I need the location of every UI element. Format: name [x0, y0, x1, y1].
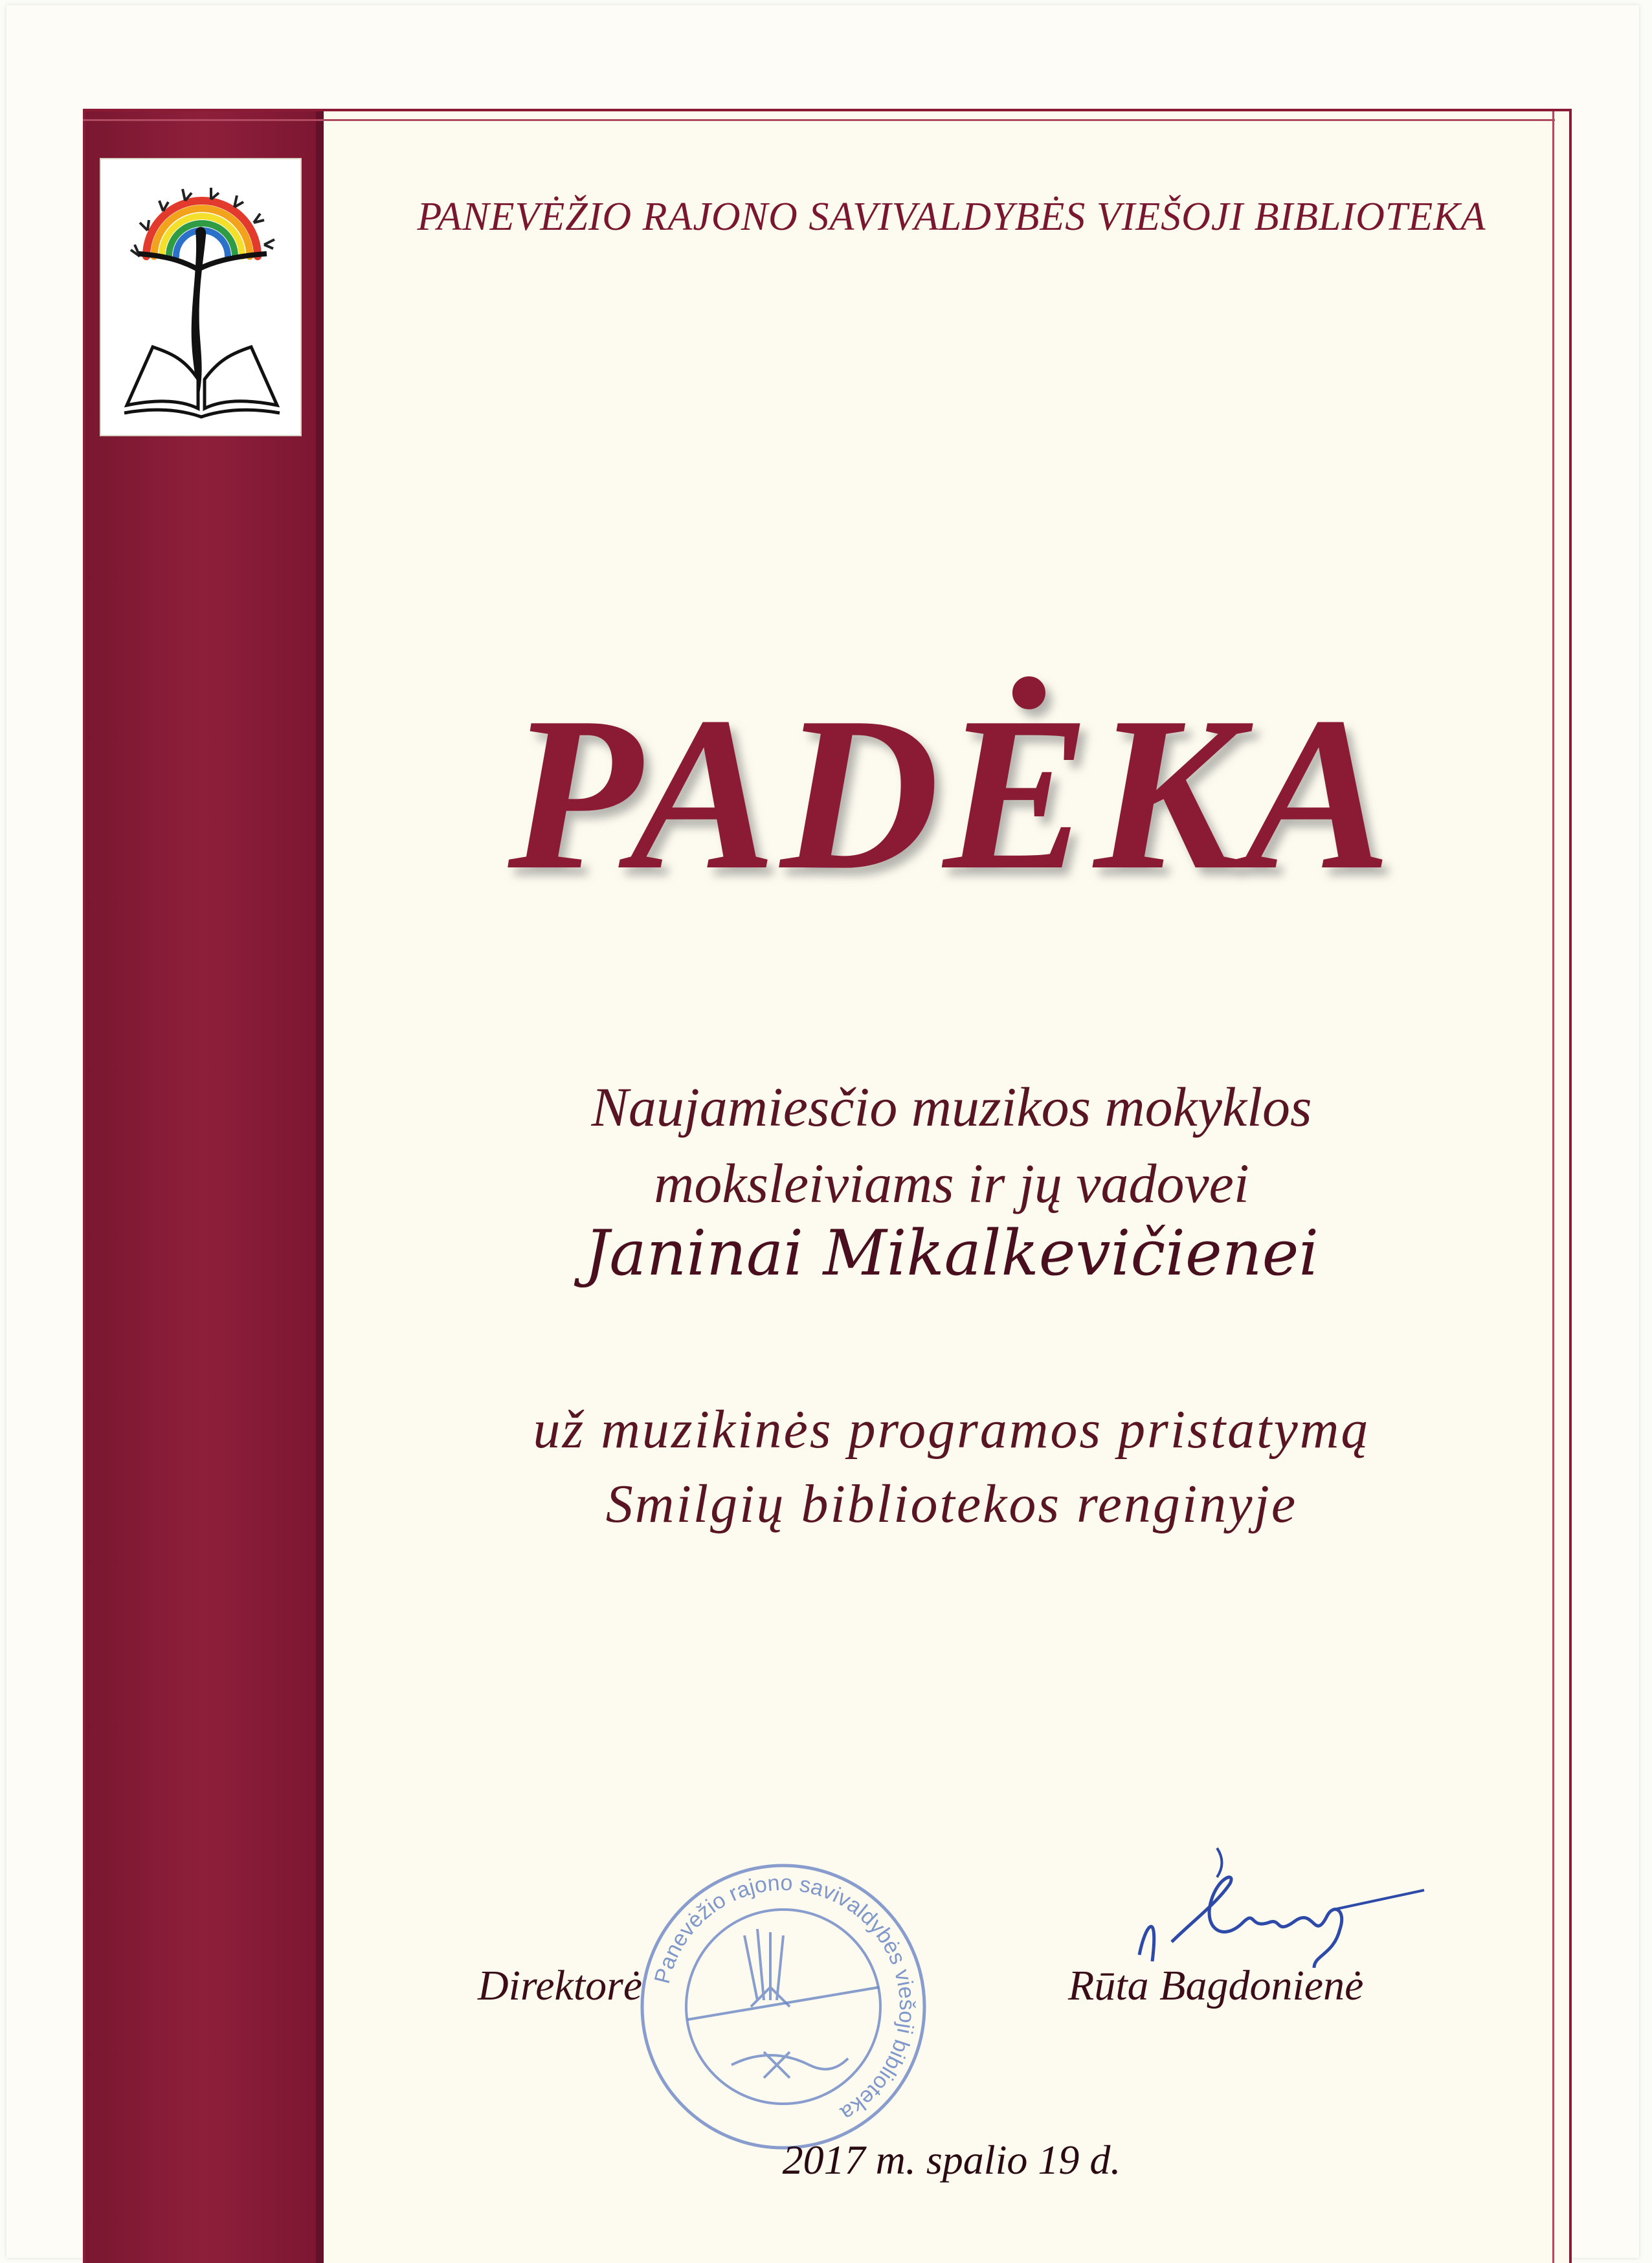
- certificate-date: 2017 m. spalio 19 d.: [782, 2137, 1121, 2183]
- band-edge: [316, 111, 324, 2263]
- signer-position: Direktorė: [478, 1962, 643, 2009]
- recipient-line-1: Naujamiesčio muzikos mokyklos: [591, 1076, 1312, 1138]
- recipient-line-2: moksleiviams ir jų vadovei: [654, 1152, 1249, 1214]
- reason-line-1: už muzikinės programos pristatymą: [533, 1399, 1370, 1460]
- library-name: PANEVĖŽIO RAJONO SAVIVALDYBĖS VIEŠOJI BIBLIOTEKA: [417, 195, 1486, 239]
- library-logo: [100, 158, 302, 436]
- stamp-text: Panevėžio rajono savivaldybės viešoji biblioteka: [649, 1870, 920, 2126]
- signer-name: Rūta Bagdonienė: [1068, 1962, 1364, 2009]
- director-signature: [1120, 1845, 1431, 1981]
- frame-top-line: [83, 119, 1555, 121]
- frame-inner-line: [1552, 111, 1554, 2263]
- certificate-title: PADĖKA: [508, 671, 1396, 915]
- library-logo-icon: [101, 159, 303, 438]
- reason-line-2: Smilgių bibliotekos renginyje: [605, 1474, 1298, 1534]
- recipient-name: Janinai Mikalkevičienei: [584, 1217, 1319, 1289]
- library-stamp: [634, 1858, 932, 2156]
